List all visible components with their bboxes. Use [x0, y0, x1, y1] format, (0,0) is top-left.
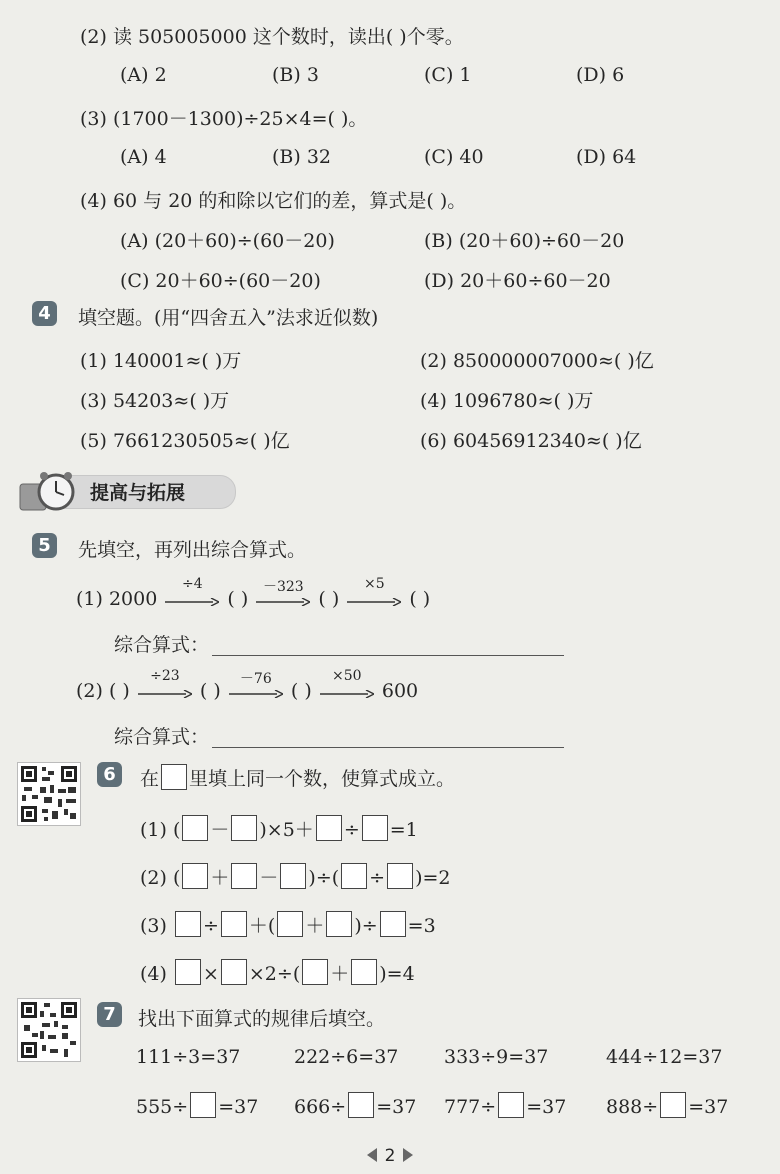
next-page-icon[interactable] [403, 1148, 413, 1162]
square-blank[interactable] [362, 815, 388, 841]
formula-answer-line-1[interactable] [212, 655, 564, 656]
prev-page-icon[interactable] [367, 1148, 377, 1162]
square-equation-4-label: (4) [140, 963, 167, 985]
chain-blank-2[interactable]: ( ) [318, 588, 340, 610]
pattern-eq-4: 444÷12=37 [606, 1046, 723, 1068]
section-banner [12, 470, 234, 512]
q4-option-c[interactable]: (C) 20＋60÷(60－20) [120, 270, 321, 292]
square-equation-3-result: =3 [407, 915, 436, 937]
qr-code-icon[interactable] [17, 998, 81, 1062]
chain-arrow-4 [138, 668, 192, 702]
q3-option-c[interactable]: (C) 40 [424, 146, 484, 168]
square-blank[interactable] [280, 863, 306, 889]
square-blank[interactable] [380, 911, 406, 937]
section-6-title [140, 764, 455, 791]
section-7-badge: 7 [97, 1002, 122, 1027]
section-6-title-post: 里填上同一个数，使算式成立。 [189, 768, 456, 790]
q3-option-b[interactable]: (B) 32 [272, 146, 332, 168]
approx-item-2[interactable]: (2) 850000007000≈( )亿 [420, 350, 654, 372]
approx-item-4[interactable]: (4) 1096780≈( )万 [420, 390, 594, 412]
chain-row-2-start[interactable]: (2) ( ) [76, 680, 130, 702]
pattern-fill-3-post: =37 [526, 1096, 567, 1118]
q3-option-a[interactable]: (A) 4 [120, 146, 167, 168]
approx-item-6[interactable]: (6) 60456912340≈( )亿 [420, 430, 642, 452]
pattern-fill-2-post: =37 [376, 1096, 417, 1118]
square-equation-1: (1) ( － )×5＋ ÷ =1 [140, 815, 418, 842]
square-blank[interactable] [341, 863, 367, 889]
approx-item-1[interactable]: (1) 140001≈( )万 [80, 350, 242, 372]
pattern-fill-4 [606, 1092, 728, 1118]
square-blank[interactable] [351, 959, 377, 985]
chain-blank-1[interactable]: ( ) [227, 588, 249, 610]
chain-blank-3[interactable]: ( ) [409, 588, 431, 610]
pattern-fill-2-pre: 666÷ [294, 1096, 347, 1118]
q2-option-c[interactable]: (C) 1 [424, 64, 472, 86]
square-blank[interactable] [175, 959, 201, 985]
square-equation-3: (3) ÷ ＋( ＋ )÷ =3 [140, 911, 436, 938]
approx-item-5[interactable]: (5) 7661230505≈( )亿 [80, 430, 290, 452]
section-4-title: 填空题。(用“四舍五入”法求近似数) [78, 307, 379, 329]
pattern-fill-1 [136, 1092, 258, 1118]
square-blank-symbol [161, 764, 187, 790]
chain-op-3: ×5 [363, 576, 385, 592]
chain-row-1-start: (1) 2000 [76, 588, 158, 610]
square-equation-2-result: =2 [422, 867, 451, 889]
square-equation-4: (4) × ×2÷( ＋ )=4 [140, 959, 415, 986]
q4-option-d[interactable]: (D) 20＋60÷60－20 [424, 270, 611, 292]
pattern-fill-4-post: =37 [688, 1096, 729, 1118]
square-blank[interactable] [498, 1092, 524, 1118]
pattern-fill-1-post: =37 [218, 1096, 259, 1118]
chain-blank-5[interactable]: ( ) [290, 680, 312, 702]
pattern-fill-1-pre: 555÷ [136, 1096, 189, 1118]
square-blank[interactable] [175, 911, 201, 937]
q2-stem: (2) 读 505005000 这个数时，读出( )个零。 [80, 26, 464, 48]
chain-op-6: ×50 [332, 668, 362, 684]
pattern-fill-3-pre: 777÷ [444, 1096, 497, 1118]
chain-arrow-2 [256, 579, 310, 610]
square-equation-2-label: (2) [140, 867, 167, 889]
square-equation-2: (2) ( ＋ － )÷( ÷ )=2 [140, 863, 451, 890]
page-footer [0, 1146, 780, 1166]
square-blank[interactable] [348, 1092, 374, 1118]
pattern-fill-3 [444, 1092, 566, 1118]
pattern-eq-2: 222÷6=37 [294, 1046, 399, 1068]
formula-label-2: 综合算式： [114, 726, 210, 748]
formula-label-1: 综合算式： [114, 634, 210, 656]
square-blank[interactable] [302, 959, 328, 985]
chain-arrow-6 [320, 668, 374, 702]
square-equation-1-label: (1) [140, 819, 167, 841]
q4-option-a[interactable]: (A) (20＋60)÷(60－20) [120, 230, 335, 252]
section-4-badge: 4 [32, 301, 57, 326]
q2-option-a[interactable]: (A) 2 [120, 64, 167, 86]
pattern-eq-1: 111÷3=37 [136, 1046, 241, 1068]
square-equation-3-label: (3) [140, 915, 167, 937]
section-5-badge: 5 [32, 533, 57, 558]
chain-blank-4[interactable]: ( ) [199, 680, 221, 702]
chain-arrow-3 [347, 576, 401, 610]
banner-title: 提高与拓展 [90, 482, 186, 504]
q3-option-d[interactable]: (D) 64 [576, 146, 637, 168]
chain-arrow-5 [229, 671, 283, 702]
square-blank[interactable] [182, 815, 208, 841]
square-equation-1-result: =1 [389, 819, 418, 841]
chain-op-5: －76 [239, 671, 272, 687]
square-blank[interactable] [316, 815, 342, 841]
q3-stem: (3) (1700－1300)÷25×4=( )。 [80, 108, 368, 130]
square-blank[interactable] [190, 1092, 216, 1118]
square-blank[interactable] [277, 911, 303, 937]
chain-arrow-1 [165, 576, 219, 610]
formula-answer-line-2[interactable] [212, 747, 564, 748]
approx-item-3[interactable]: (3) 54203≈( )万 [80, 390, 230, 412]
pattern-fill-2 [294, 1092, 416, 1118]
square-blank[interactable] [326, 911, 352, 937]
section-7-title: 找出下面算式的规律后填空。 [138, 1008, 386, 1030]
square-blank[interactable] [221, 959, 247, 985]
chain-op-4: ÷23 [150, 668, 180, 684]
section-5-title: 先填空，再列出综合算式。 [78, 539, 307, 561]
square-blank[interactable] [182, 863, 208, 889]
pattern-eq-3: 333÷9=37 [444, 1046, 549, 1068]
chain-row-2-end: 600 [381, 680, 419, 702]
section-6-title-pre: 在 [140, 768, 160, 790]
square-equation-4-result: =4 [386, 963, 415, 985]
chain-op-1: ÷4 [182, 576, 203, 592]
q4-option-b[interactable]: (B) (20＋60)÷60－20 [424, 230, 625, 252]
square-blank[interactable] [660, 1092, 686, 1118]
square-blank[interactable] [221, 911, 247, 937]
alarm-clock-icon [18, 470, 78, 514]
pattern-fill-4-pre: 888÷ [606, 1096, 659, 1118]
page-number: 2 [384, 1146, 396, 1166]
square-blank[interactable] [387, 863, 413, 889]
section-6-badge: 6 [97, 762, 122, 787]
chain-row-2 [76, 668, 419, 702]
qr-code-icon[interactable] [17, 762, 81, 826]
chain-row-1 [76, 576, 431, 610]
square-blank[interactable] [231, 863, 257, 889]
q2-option-b[interactable]: (B) 3 [272, 64, 319, 86]
q2-option-d[interactable]: (D) 6 [576, 64, 625, 86]
q4-stem: (4) 60 与 20 的和除以它们的差，算式是( )。 [80, 190, 467, 212]
chain-op-2: －323 [262, 579, 304, 595]
square-blank[interactable] [231, 815, 257, 841]
